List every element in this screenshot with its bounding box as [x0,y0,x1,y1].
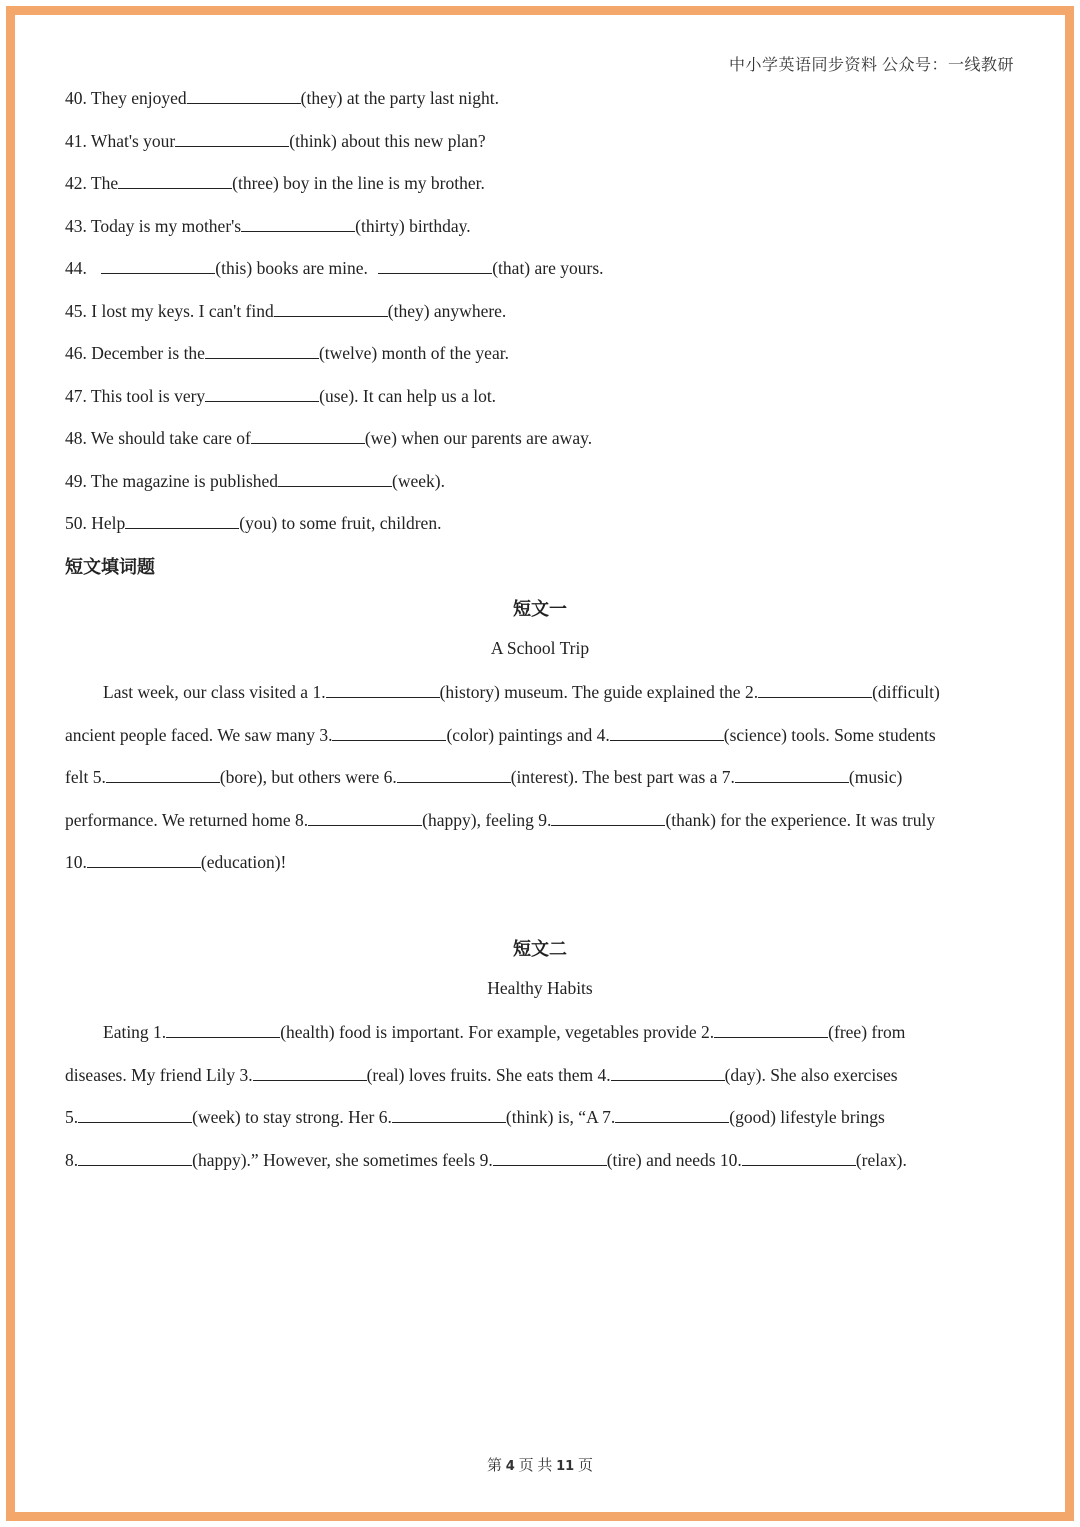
question-43: 43. Today is my mother's (thirty) birthday. [65,215,471,236]
question-47: 47. This tool is very (use). It can help us a lot. [65,385,497,406]
answer-blank[interactable] [175,131,289,147]
passage1-heading: 短文一 [513,599,567,619]
page-total: 11 [556,1459,575,1474]
question-46: 46. December is the (twelve) month of the year. [65,343,509,363]
question-50: 50. Help (you) to some fruit, children. [65,513,442,533]
passage2-line: 8. (happy).” However, she sometimes feels 9. (tire) and needs 10. (relax). [65,1149,907,1170]
passage2-line: 5. (week) to stay strong. Her 6. (think) is, “A 7. (good) lifestyle brings [65,1107,885,1127]
answer-blank[interactable] [610,725,724,741]
answer-blank[interactable] [397,767,511,783]
question-list [65,86,1025,554]
passage1-line: Last week, our class visited a 1. (history) museum. The guide explained the 2. (difficult) [103,682,940,702]
question-48: 48. We should take care of (we) when our parents are away. [65,428,593,448]
answer-blank[interactable] [274,301,388,317]
answer-blank[interactable] [251,428,365,444]
answer-blank[interactable] [253,1065,367,1081]
passage1-title: A School Trip [490,638,590,658]
question-49: 49. The magazine is published (week). [65,470,445,491]
passage2-title: Healthy Habits [487,978,593,998]
answer-blank[interactable] [78,1107,192,1123]
answer-blank[interactable] [187,88,301,104]
passage1-line: performance. We returned home 8. (happy), feeling 9. (thank) for the experience. It was truly [65,809,936,830]
passage2-body [65,1020,1000,1190]
answer-blank[interactable] [392,1107,506,1123]
answer-blank[interactable] [205,343,319,359]
answer-blank[interactable] [278,471,392,487]
question-44: 44. (this) books are mine. (that) are yours. [65,258,604,278]
question-40: 40. They enjoyed (they) at the party last night. [65,88,499,108]
answer-blank[interactable] [615,1107,729,1123]
answer-blank[interactable] [611,1065,725,1081]
question-42: 42. The (three) boy in the line is my brother. [65,173,485,193]
passage2-heading: 短文二 [513,939,567,959]
answer-blank[interactable] [714,1022,828,1038]
page-footer: 第 4 页 共 11 页 [487,1458,593,1474]
answer-blank[interactable] [205,386,319,402]
answer-blank[interactable] [332,725,446,741]
answer-blank[interactable] [551,810,665,826]
section-title: 短文填词题 [65,557,155,577]
question-41: 41. What's your (think) about this new plan? [65,130,486,151]
answer-blank[interactable] [493,1150,607,1166]
answer-blank[interactable] [326,682,440,698]
answer-blank[interactable] [106,767,220,783]
answer-blank[interactable] [87,852,201,868]
answer-blank[interactable] [101,258,215,274]
page-number: 4 [505,1459,515,1474]
passage1-body [65,680,1000,893]
answer-blank[interactable] [378,258,492,274]
answer-blank[interactable] [118,173,232,189]
answer-blank[interactable] [742,1150,856,1166]
answer-blank[interactable] [758,682,872,698]
passage1-line: felt 5. (bore), but others were 6. (interest). The best part was a 7. (music) [65,767,903,787]
answer-blank[interactable] [241,216,355,232]
passage1-line: ancient people faced. We saw many 3. (color) paintings and 4. (science) tools. Some students [65,724,936,745]
answer-blank[interactable] [166,1022,280,1038]
passage2-line: diseases. My friend Lily 3. (real) loves fruits. She eats them 4. (day). She also exercises [65,1064,898,1085]
answer-blank[interactable] [308,810,422,826]
question-45: 45. I lost my keys. I can't find (they) anywhere. [65,300,507,321]
answer-blank[interactable] [78,1150,192,1166]
answer-blank[interactable] [125,513,239,529]
answer-blank[interactable] [735,767,849,783]
header-note: 中小学英语同步资料 公众号：一线教研 [728,57,1014,74]
passage1-line: 10. (education)! [65,852,287,872]
passage2-line: Eating 1. (health) food is important. For example, vegetables provide 2. (free) from [103,1022,906,1042]
